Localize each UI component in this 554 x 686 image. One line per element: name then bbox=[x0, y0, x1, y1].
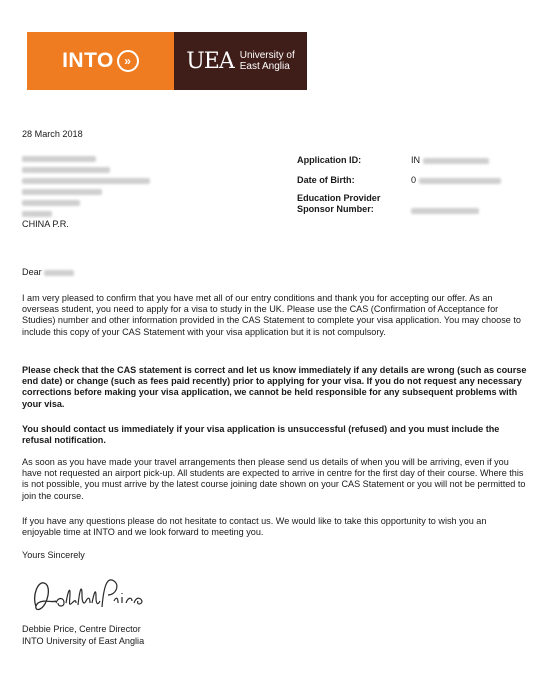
signer-organization: INTO University of East Anglia bbox=[22, 636, 145, 646]
salutation bbox=[22, 267, 74, 278]
redacted-text bbox=[22, 156, 96, 162]
letter-date: 28 March 2018 bbox=[22, 129, 83, 139]
dob-value bbox=[411, 175, 501, 185]
uea-logo-name bbox=[240, 50, 295, 72]
handwritten-signature bbox=[30, 573, 160, 621]
recipient-address bbox=[22, 153, 162, 230]
application-id-text: IN bbox=[411, 155, 421, 165]
application-id-value bbox=[411, 155, 489, 165]
sponsor-label-line1: Education Provider bbox=[297, 193, 381, 203]
recipient-country: CHINA P.R. bbox=[22, 219, 69, 229]
salutation-text: Dear bbox=[22, 267, 42, 277]
redacted-text bbox=[22, 200, 80, 206]
redacted-text bbox=[22, 189, 102, 195]
redacted-text bbox=[22, 211, 52, 217]
redacted-text bbox=[411, 208, 479, 214]
into-logo-text: INTO bbox=[62, 49, 114, 72]
dob-text: 0 bbox=[411, 175, 417, 185]
redacted-text bbox=[22, 167, 110, 173]
paragraph-questions: If you have any questions please do not hesitate to contact us. We would like to take this opportunity to wish you an enjoyable time at INTO and we look forward to meeting you. bbox=[22, 516, 487, 538]
sponsor-label-line2: Sponsor Number: bbox=[297, 204, 374, 214]
paragraph-refusal: You should contact us immediately if your visa application is unsuccessful (refused) and you must include the refusal notification. bbox=[22, 424, 500, 446]
redacted-text bbox=[419, 178, 501, 184]
header-logo bbox=[27, 32, 307, 90]
paragraph-travel: As soon as you have made your travel arrangements then please send us details of when you will be arriving, even if you have not requested an airport pick-up. All students are expected to arrive in centre for the first day of their course. Where this is not possible, you must arrive by the latest course joining date shown on your CAS Statement or you will not be permitted to join the course. bbox=[22, 457, 526, 501]
chevron-right-icon: » bbox=[117, 50, 139, 72]
sponsor-number-value bbox=[411, 205, 479, 215]
paragraph-confirmation: I am very pleased to confirm that you have met all of our entry conditions and thank you for accepting our offer. As an overseas student, you need to apply for a visa to study in the UK. Please use the CAS (Confirmation of Acceptance for Studies) number and other information provided in the CAS Statement to complete your visa application. You may choose to include this copy of your CAS Statement with your visa application but it is not compulsory. bbox=[22, 293, 521, 337]
closing: Yours Sincerely bbox=[22, 550, 85, 560]
paragraph-check-cas: Please check that the CAS statement is correct and let us know immediately if any details are wrong (such as course end date) or change (such as fees paid recently) prior to applying for your visa. If you do not request any necessary corrections before making your visa application, we cannot be held responsible for any subsequent problems with your visa. bbox=[22, 365, 527, 409]
uea-name-line2: East Anglia bbox=[239, 61, 290, 72]
dob-label: Date of Birth: bbox=[297, 175, 355, 185]
uea-logo bbox=[174, 32, 307, 90]
redacted-text bbox=[22, 178, 150, 184]
application-id-label: Application ID: bbox=[297, 155, 362, 165]
uea-name-line1: University of bbox=[239, 50, 295, 61]
signer-name: Debbie Price, Centre Director bbox=[22, 624, 141, 634]
into-logo bbox=[27, 32, 174, 90]
uea-logo-mark: UEA bbox=[186, 48, 234, 74]
redacted-text bbox=[44, 270, 74, 276]
sponsor-number-label bbox=[297, 193, 380, 215]
redacted-text bbox=[423, 158, 489, 164]
